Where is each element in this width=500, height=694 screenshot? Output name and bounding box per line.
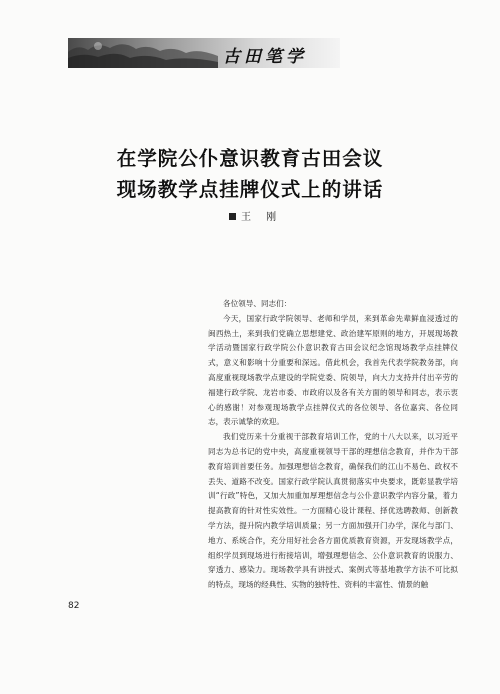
section-header-band xyxy=(68,38,340,68)
paragraph: 今天，国家行政学院领导、老师和学员，来到革命先辈鲜血浸透过的闽西热土，来到我们党确立思想建党、政治建军原则的地方，开展现场教学活动暨国家行政学院公仆意识教育古田会议纪念馆现场教学点挂牌仪式，意义和影响十分重要和深远。借此机会，我首先代表学院教务部，向高度重视现场教学点建设的学院党委、院领导，向大力支持并付出辛劳的福建行政学院、龙岩市委、市政府以及各有关方面的领导和同志，表示衷心的感谢！对参观现场教学点挂牌仪式的各位领导、各位嘉宾、各位同志，表示诚挚的欢迎。 xyxy=(208,313,458,427)
landscape-decoration-icon xyxy=(68,38,218,68)
square-bullet-icon xyxy=(229,213,236,220)
article-title-line-2: 现场教学点挂牌仪式上的讲话 xyxy=(116,178,384,201)
article-body xyxy=(208,297,458,593)
article-title-line-1: 在学院公仆意识教育古田会议 xyxy=(116,147,384,170)
author-name: 王 刚 xyxy=(241,212,283,223)
greeting: 各位领导、同志们： xyxy=(223,299,292,308)
page-number: 82 xyxy=(68,601,80,611)
paragraph: 我们党历来十分重视干部教育培训工作，党的十八大以来，以习近平同志为总书记的党中央，高度重视领导干部的理想信念教育，并作为干部教育培训首要任务。加强理想信念教育，确保我们的江山不易色、政权不丢失、道路不改变。国家行政学院认真贯彻落实中央要求，既彰显教学培训“行政”特色，又加大加重加厚理想信念与公仆意识教学内容分量，着力提高教育的针对性实效性。一方面精心设计课程、择优选聘教师、创新教学方法，提升院内教学培训质量；另一方面加强开门办学，深化与部门、地方、系统合作，充分用好社会各方面优质教育资源，开发现场教学点，组织学员到现场进行衔接培训，增强理想信念、公仆意识教育的说服力、穿透力、感染力。现场教学具有讲授式、案例式等基地教学方法不可比拟的特点，现场的经典性、实物的独特性、资料的丰富性、情景的触 xyxy=(208,432,458,590)
section-title: 古田笔学 xyxy=(223,47,307,67)
author-byline xyxy=(229,208,282,223)
